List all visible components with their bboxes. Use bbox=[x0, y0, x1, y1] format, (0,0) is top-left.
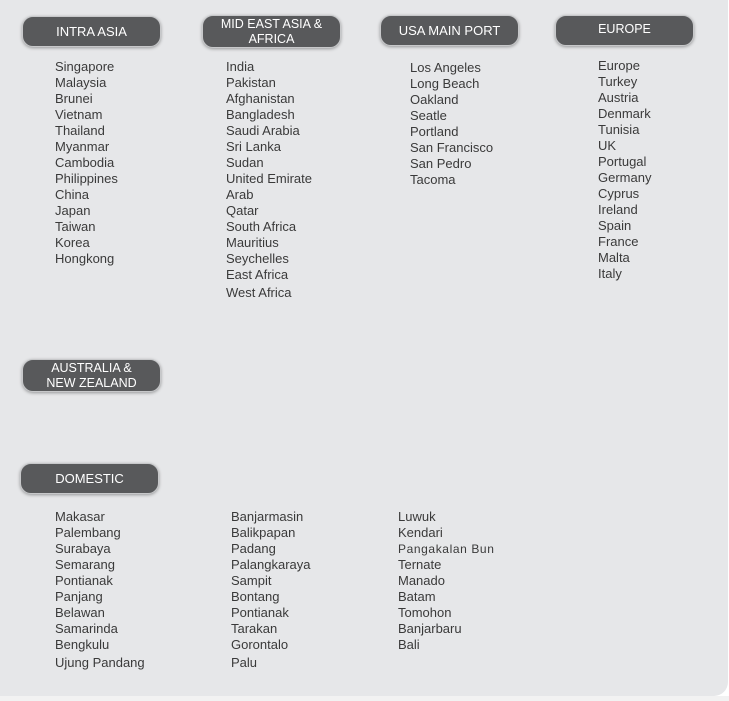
list-item: Oakland bbox=[410, 92, 459, 107]
list-item: Sri Lanka bbox=[226, 139, 281, 154]
list-item: Palu bbox=[231, 655, 258, 670]
list-item: Palangkaraya bbox=[231, 557, 311, 572]
list-item: Pangakalan Bun bbox=[398, 542, 495, 556]
domestic-button[interactable] bbox=[20, 463, 159, 494]
list-item: Turkey bbox=[598, 74, 638, 89]
list-item: Los Angeles bbox=[410, 60, 481, 75]
list-item: Balikpapan bbox=[231, 525, 296, 540]
list-item: Samarinda bbox=[55, 621, 118, 636]
list-item: Afghanistan bbox=[226, 91, 295, 106]
europe-button[interactable] bbox=[555, 15, 694, 46]
domestic-list-col3 bbox=[398, 509, 494, 653]
list-item: Bali bbox=[398, 637, 420, 652]
list-item: Tunisia bbox=[598, 122, 640, 137]
mid-east-asia-africa-list bbox=[226, 59, 312, 301]
list-item: Germany bbox=[598, 170, 652, 185]
list-item: San Francisco bbox=[410, 140, 494, 155]
list-item: Korea bbox=[55, 235, 90, 250]
list-item: Banjarmasin bbox=[231, 509, 304, 524]
intra-asia-label: INTRA ASIA bbox=[56, 24, 127, 39]
list-item: Japan bbox=[55, 203, 91, 218]
domestic-list-col2 bbox=[231, 509, 311, 671]
list-item: Sudan bbox=[226, 155, 264, 170]
list-item: Sampit bbox=[231, 573, 272, 588]
list-item: Luwuk bbox=[398, 509, 436, 524]
list-item: Brunei bbox=[55, 91, 93, 106]
list-item: Batam bbox=[398, 589, 436, 604]
list-item: Belawan bbox=[55, 605, 105, 620]
list-item: Europe bbox=[598, 58, 640, 73]
europe-list bbox=[598, 58, 651, 282]
list-item: Arab bbox=[226, 187, 254, 202]
list-item: West Africa bbox=[226, 285, 292, 300]
list-item: UK bbox=[598, 138, 617, 153]
list-item: South Africa bbox=[226, 219, 297, 234]
list-item: Qatar bbox=[226, 203, 259, 218]
list-item: France bbox=[598, 234, 639, 249]
intra-asia-button[interactable] bbox=[22, 16, 161, 47]
domestic-list-col1 bbox=[55, 509, 145, 671]
list-item: Seychelles bbox=[226, 251, 289, 266]
list-item: Semarang bbox=[55, 557, 115, 572]
list-item: Cyprus bbox=[598, 186, 640, 201]
list-item: Myanmar bbox=[55, 139, 110, 154]
list-item: Surabaya bbox=[55, 541, 111, 556]
list-item: Manado bbox=[398, 573, 445, 588]
europe-label: EUROPE bbox=[598, 22, 651, 36]
list-item: Denmark bbox=[598, 106, 651, 121]
list-item: Vietnam bbox=[55, 107, 103, 122]
list-item: Pontianak bbox=[55, 573, 113, 588]
list-item: Saudi Arabia bbox=[226, 123, 300, 138]
list-item: Bengkulu bbox=[55, 637, 110, 652]
list-item: Singapore bbox=[55, 59, 115, 74]
list-item: Mauritius bbox=[226, 235, 279, 250]
list-item: Seatle bbox=[410, 108, 447, 123]
mid-east-asia-africa-label: MID EAST ASIA & AFRICA bbox=[220, 16, 323, 46]
list-item: Bontang bbox=[231, 589, 280, 604]
list-item: San Pedro bbox=[410, 156, 472, 171]
list-item: Kendari bbox=[398, 525, 443, 540]
list-item: Portland bbox=[410, 124, 459, 139]
list-item: Austria bbox=[598, 90, 639, 105]
list-item: China bbox=[55, 187, 89, 202]
domestic-label: DOMESTIC bbox=[55, 471, 124, 486]
mid-east-asia-africa-button[interactable] bbox=[202, 15, 341, 48]
list-item: Malta bbox=[598, 250, 630, 265]
list-item: Ujung Pandang bbox=[55, 655, 145, 670]
list-item: Portugal bbox=[598, 154, 647, 169]
list-item: Makasar bbox=[55, 509, 105, 524]
list-item: Spain bbox=[598, 218, 632, 233]
panel-bottom-edge bbox=[0, 696, 729, 701]
list-item: Malaysia bbox=[55, 75, 107, 90]
list-item: Palembang bbox=[55, 525, 121, 540]
list-item: Pakistan bbox=[226, 75, 276, 90]
list-item: Bangladesh bbox=[226, 107, 295, 122]
list-item: Italy bbox=[598, 266, 622, 281]
list-item: Cambodia bbox=[55, 155, 115, 170]
list-item: Pontianak bbox=[231, 605, 289, 620]
australia-new-zealand-label: AUSTRALIA & NEW ZEALAND bbox=[46, 360, 137, 390]
list-item: Banjarbaru bbox=[398, 621, 462, 636]
list-item: Philippines bbox=[55, 171, 118, 186]
usa-main-port-button[interactable] bbox=[380, 15, 519, 46]
list-item: Gorontalo bbox=[231, 637, 289, 652]
australia-new-zealand-button[interactable] bbox=[22, 359, 161, 392]
usa-main-port-label: USA MAIN PORT bbox=[398, 23, 501, 38]
list-item: United Emirate bbox=[226, 171, 312, 186]
list-item: Tarakan bbox=[231, 621, 278, 636]
list-item: Hongkong bbox=[55, 251, 115, 266]
intra-asia-list bbox=[55, 59, 118, 267]
list-item: Long Beach bbox=[410, 76, 480, 91]
list-item: India bbox=[226, 59, 255, 74]
list-item: Tomohon bbox=[398, 605, 452, 620]
list-item: Padang bbox=[231, 541, 276, 556]
list-item: Panjang bbox=[55, 589, 103, 604]
list-item: Ireland bbox=[598, 202, 638, 217]
list-item: Ternate bbox=[398, 557, 442, 572]
list-item: East Africa bbox=[226, 267, 289, 282]
usa-main-port-list bbox=[410, 60, 493, 188]
list-item: Thailand bbox=[55, 123, 105, 138]
list-item: Taiwan bbox=[55, 219, 96, 234]
list-item: Tacoma bbox=[410, 172, 456, 187]
